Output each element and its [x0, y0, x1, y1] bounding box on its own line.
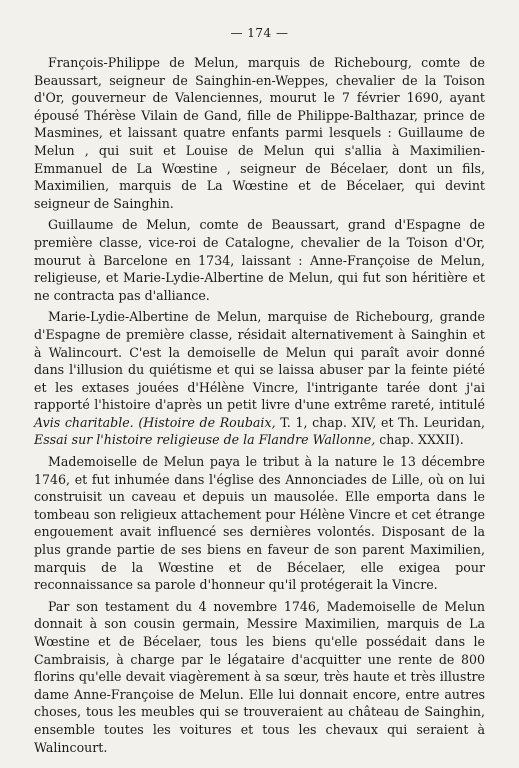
paragraph [34, 308, 485, 449]
paragraph [34, 453, 485, 594]
text-segment: Mademoiselle de Melun paya le tribut à la nature le 13 décembre 1746, et fut inhumée dans l'église des Annonciades de Lille, où on lui construisit un caveau et depuis un mausolée. Elle emporta dans le tombeau son religieux attachement pour Hélène Vincre et cet étrange engouement avait influencé ses dernières volontés. Disposant de la plus grande partie de ses biens en faveur de son parent Maximilien, marquis de la Wœstine et de Bécelaer, elle exigea pour reconnaissance sa parole d'honneur qu'il protégerait la Vincre. [34, 454, 485, 593]
text-segment: Guillaume de Melun, comte de Beaussart, grand d'Espagne de première classe, vice-roi de Catalogne, chevalier de la Toison d'Or, mourut à Barcelone en 1734, laissant : Anne-Françoise de Melun, religieuse, et Marie-Lydie-Albertine de Melun, qui fut son héritière et ne contracta pas d'alliance. [34, 217, 485, 303]
italic-text-segment: Avis charitable. (Histoire de Roubaix, [34, 414, 276, 430]
text-segment: Marie-Lydie-Albertine de Melun, marquise de Richebourg, grande d'Espagne de première classe, résidait alternativement à Sainghin et à Walincourt. C'est la demoiselle de Melun qui paraît avoir donné dans l'illusion du quiétisme et qui se laissa abuser par la feinte piété et les extases jouées d'Hélène Vincre, l'intrigante tarée dont j'ai rapporté l'histoire d'après un petit livre d'une extrême rareté, intitulé [34, 309, 485, 413]
text-segment: Par son testament du 4 novembre 1746, Mademoiselle de Melun donnait à son cousin germain, Messire Maximilien, marquis de La Wœstine et de Bécelaer, tous les biens qu'elle possédait dans le Cambraisis, à charge par le légataire d'acquitter une rente de 800 florins qu'elle devait viagèrement à sa sœur, très haute et très illustre dame Anne-Françoise de Melun. Elle lui donnait encore, entre autres choses, tous les meubles qui se trouveraient au château de Sainghin, ensemble toutes les voitures et tous les chevaux qui seraient à Walincourt. [34, 598, 485, 755]
paragraph [34, 216, 485, 304]
italic-text-segment: Essai sur l'histoire religieuse de la Flandre Wallonne, [34, 432, 376, 448]
paragraph [34, 598, 485, 756]
paragraph [34, 54, 485, 212]
body-text [34, 54, 485, 756]
text-segment: François-Philippe de Melun, marquis de Richebourg, comte de Beaussart, seigneur de Sainghin-en-Weppes, chevalier de la Toison d'Or, gouverneur de Valenciennes, mourut le 7 février 1690, ayant épousé Thérèse Vilain de Gand, fille de Philippe-Balthazar, prince de Masmines, et laissant quatre enfants parmi lesquels : Guillaume de Melun , qui suit et Louise de Melun qui s'allia à Maximilien-Emmanuel de La Wœstine , seigneur de Bécelaer, dont un fils, Maximilien, marquis de La Wœstine et de Bécelaer, qui devint seigneur de Sainghin. [34, 55, 485, 211]
text-segment: chap. XXXII). [375, 432, 464, 448]
page-number: — 174 — [230, 26, 289, 40]
text-segment: T. 1, chap. XIV, et Th. Leuridan, [275, 414, 485, 430]
